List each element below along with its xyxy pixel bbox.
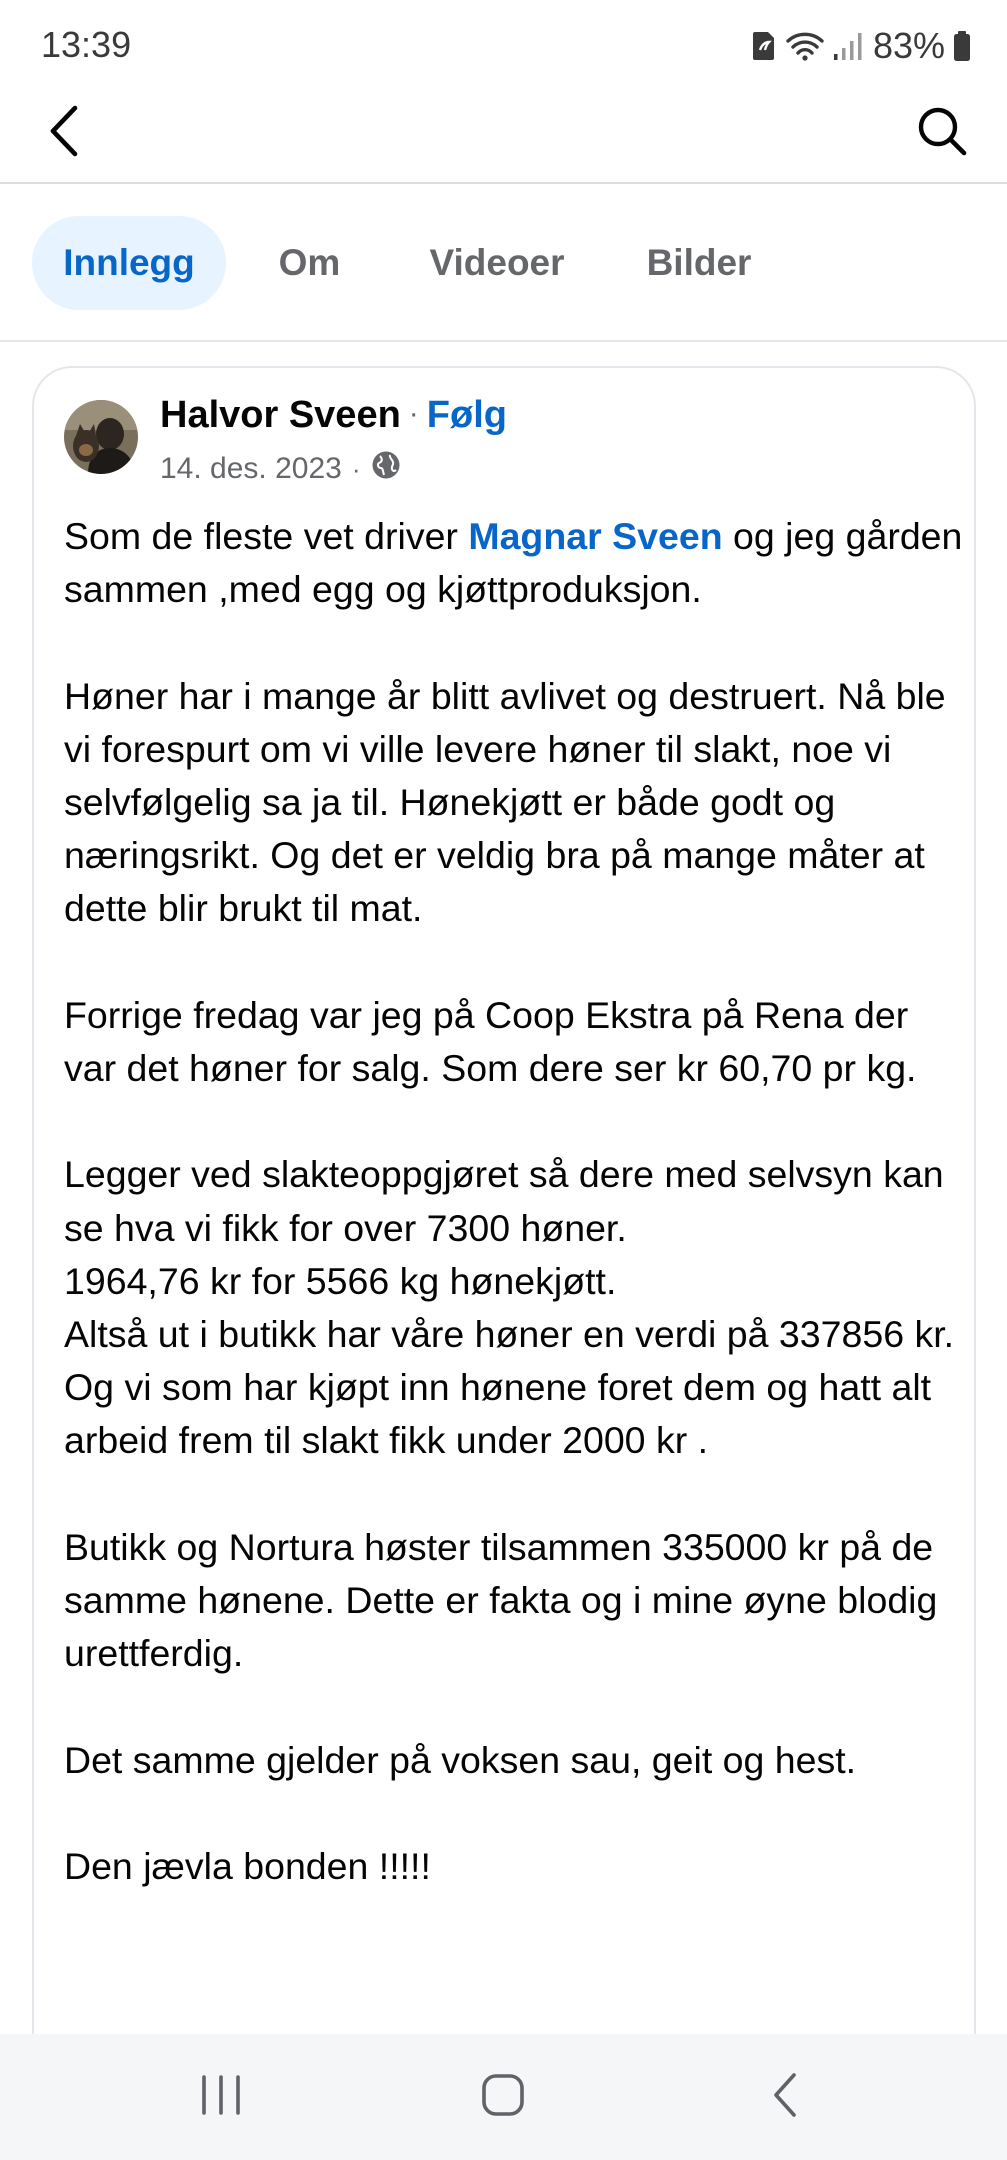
back-icon: [770, 2071, 800, 2124]
system-nav-bar: [0, 2034, 1007, 2160]
post-paragraph-line: Og vi som har kjøpt inn hønene foret dem og hatt alt arbeid frem til slakt fikk under 2000 kr .: [64, 1366, 932, 1462]
profile-tabs: [0, 186, 1007, 342]
post-paragraph-line: 1964,76 kr for 5566 kg hønekjøtt.: [64, 1259, 617, 1302]
post-meta: [160, 450, 401, 488]
post-paragraph: Den jævla bonden !!!!!: [64, 1844, 431, 1887]
text-segment: og jeg gården sammen ,med egg og kjøttproduksjon.: [64, 515, 963, 611]
home-icon: [480, 2072, 526, 2123]
tab-om[interactable]: Om: [278, 242, 341, 283]
recents-icon: [198, 2073, 244, 2122]
avatar[interactable]: [64, 400, 138, 474]
back-button[interactable]: [36, 98, 92, 168]
recents-button[interactable]: [166, 2062, 276, 2132]
tab-videoer[interactable]: Videoer: [429, 242, 565, 283]
tab-bilder[interactable]: Bilder: [646, 242, 752, 283]
system-back-button[interactable]: [730, 2062, 840, 2132]
follow-button[interactable]: Følg: [426, 394, 507, 436]
tab-innlegg[interactable]: Innlegg: [32, 216, 226, 310]
post-paragraph: Forrige fredag var jeg på Coop Ekstra på Rena der var det høner for salg. Som dere ser kr 60,70 pr kg.: [64, 993, 917, 1089]
post-date[interactable]: 14. des. 2023: [160, 452, 342, 485]
post-card: [32, 366, 976, 2160]
post-paragraph: Butikk og Nortura høster tilsammen 335000 kr på de samme hønene. Dette er fakta og i mine øyne blodig urettferdig.: [64, 1525, 938, 1675]
post-paragraph: Det samme gjelder på voksen sau, geit og hest.: [64, 1738, 857, 1781]
sim-card-icon: [751, 30, 777, 62]
post-paragraph: Høner har i mange år blitt avlivet og destruert. Nå ble vi forespurt om vi ville levere høner til slakt, noe vi selvfølgelig sa ja til. Hønekjøtt er både godt og næringsrikt. Og det er veldig bra på mange måter at dette blir brukt til mat.: [64, 674, 946, 930]
author-name[interactable]: Halvor Sveen: [160, 394, 401, 436]
status-time: 13:39: [41, 24, 132, 65]
post-paragraph: [64, 510, 964, 616]
author-line: [160, 394, 507, 437]
status-icons: [751, 24, 971, 68]
battery-icon: [953, 30, 971, 62]
app-header: [0, 92, 1007, 184]
signal-icon: [833, 30, 863, 62]
search-button[interactable]: [907, 98, 977, 168]
separator-dot: ·: [408, 397, 419, 430]
post-paragraph-line: Altså ut i butikk har våre høner en verdi på 337856 kr.: [64, 1313, 955, 1355]
wifi-icon: [785, 30, 825, 62]
post-paragraph-line: Legger ved slakteoppgjøret så dere med selvsyn kan se hva vi fikk for over 7300 høner.: [64, 1153, 944, 1249]
mention-link[interactable]: Magnar Sveen: [468, 515, 723, 557]
separator-dot: ·: [351, 453, 361, 484]
home-button[interactable]: [448, 2062, 558, 2132]
back-arrow-icon: [47, 104, 81, 163]
search-icon: [916, 105, 968, 162]
text-segment: Som de fleste vet driver: [64, 515, 469, 557]
post-body: [64, 510, 964, 1893]
status-bar: [0, 0, 1007, 92]
battery-percent: 83%: [872, 25, 945, 66]
globe-icon: [371, 450, 401, 488]
